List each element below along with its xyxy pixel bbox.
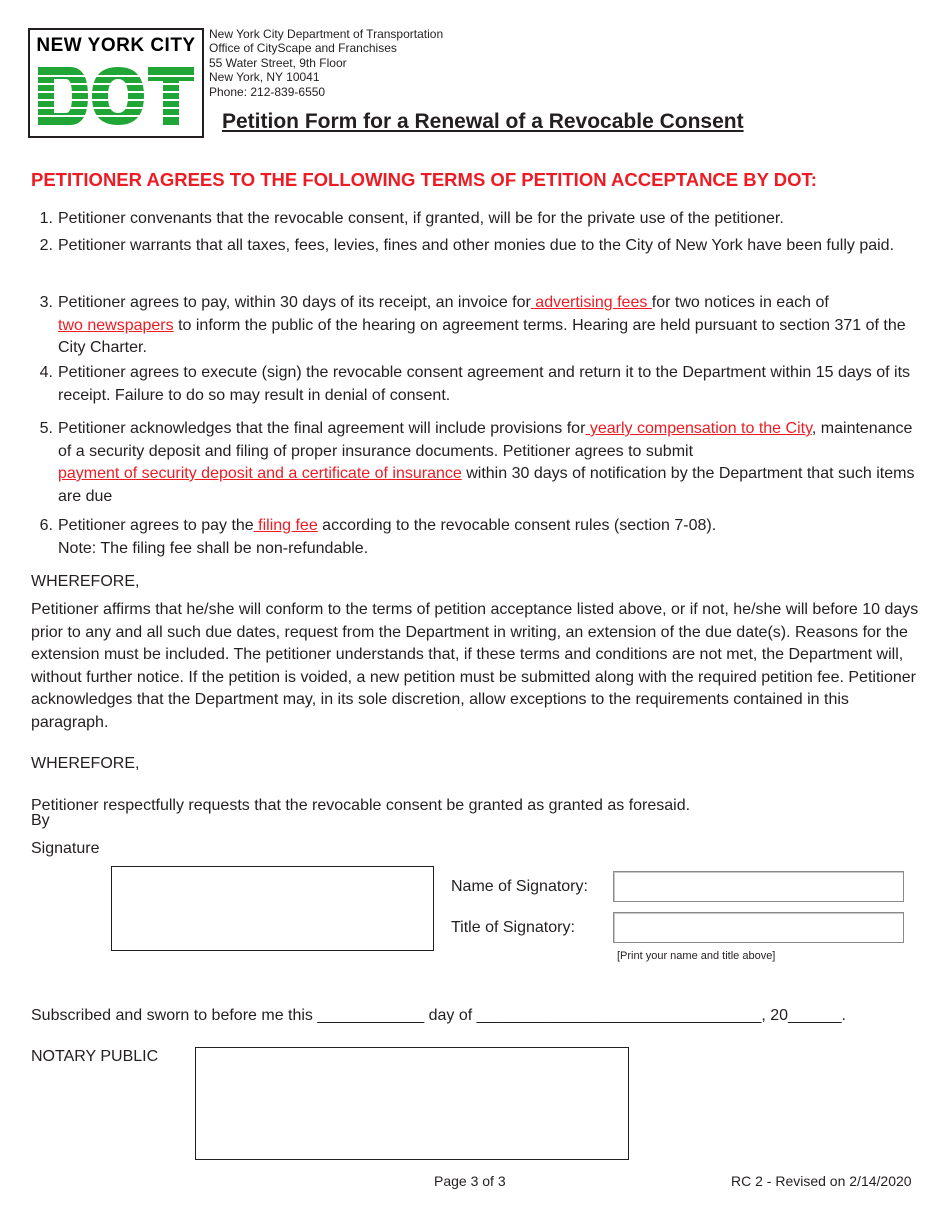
- print-name-note: [Print your name and title above]: [617, 950, 776, 962]
- nyc-dot-logo: [28, 28, 204, 138]
- address-line-1: New York City Department of Transportation: [209, 27, 444, 41]
- filing-fee-link[interactable]: filing fee: [253, 517, 318, 534]
- wherefore-2: WHEREFORE,: [31, 755, 140, 772]
- yearly-compensation-link[interactable]: yearly compensation to the City: [585, 420, 812, 437]
- address-phone: Phone: 212-839-6550: [209, 84, 326, 99]
- page-number: Page 3 of 3: [434, 1173, 506, 1189]
- request-line: Petitioner respectfully requests that the revocable consent be granted as granted as foresaid.: [31, 797, 691, 814]
- term-text: Petitioner acknowledges that the final agreement will include provisions for yearly compensation to the City, maintenance of a security deposit and filing of proper insurance documents. Petitioner agrees to submit payment of security deposit and a certificate of insurance within 30 days of notification by the Department that such items are due: [58, 420, 915, 505]
- term-text: Petitioner convenants that the revocable consent, if granted, will be for the private use of the petitioner.: [58, 210, 784, 227]
- affirm-paragraph: Petitioner affirms that he/she will conform to the terms of petition acceptance listed above, or if not, he/she will before 10 days prior to any and all such due dates, request from the Department in writing, an extension of the due date(s). Reasons for the extension must be included. The petitioner understands that, if these terms and conditions are not met, the Department will, without further notice. If the petition is voided, a new petition must be submitted along with the required petition fee. Petitioner acknowledges that the Department may, in its sole discretion, allow exceptions to the requirements contained in this paragraph.: [31, 601, 919, 731]
- sworn-line: Subscribed and sworn to before me this ____________ day of ________________________________, 20______.: [31, 1007, 846, 1024]
- term-number: 5.: [39, 420, 53, 437]
- address-line-3: 55 Water Street, 9th Floor: [209, 55, 347, 70]
- dot-emblem-icon: [36, 65, 196, 127]
- term-number: 1.: [39, 210, 53, 227]
- notary-public-label: NOTARY PUBLIC: [31, 1048, 159, 1065]
- terms-heading: PETITIONER AGREES TO THE FOLLOWING TERMS OF PETITION ACCEPTANCE BY DOT:: [31, 169, 817, 190]
- wherefore-1: WHEREFORE,: [31, 573, 140, 590]
- term-number: 2.: [39, 237, 53, 254]
- name-of-signatory-label: Name of Signatory:: [451, 878, 588, 895]
- term-text: Petitioner agrees to pay, within 30 days of its receipt, an invoice for advertising fees for two notices in each of two newspapers to inform the public of the hearing on agreement terms. Hearing are held pursuant to section 371 of the City Charter.: [58, 294, 906, 356]
- two-newspapers-link[interactable]: two newspapers: [58, 316, 174, 334]
- revision-date: RC 2 - Revised on 2/14/2020: [731, 1173, 912, 1189]
- filing-fee-note: Note: The filing fee shall be non-refundable.: [58, 539, 369, 557]
- signature-label: Signature: [31, 840, 100, 857]
- signature-box[interactable]: [111, 866, 434, 951]
- notary-box[interactable]: [195, 1047, 629, 1160]
- name-of-signatory-input[interactable]: [613, 871, 904, 902]
- term-text: Petitioner agrees to pay the filing fee according to the revocable consent rules (section 7-08). Note: The filing fee shall be non-refundable.: [58, 517, 717, 557]
- address-line-4: New York, NY 10041: [209, 70, 320, 85]
- address-line-2: Office of CityScape and Franchises: [209, 41, 397, 56]
- advertising-fees-link[interactable]: advertising fees: [530, 294, 652, 311]
- term-number: 6.: [39, 517, 53, 534]
- term-number: 3.: [39, 294, 53, 311]
- title-of-signatory-label: Title of Signatory:: [451, 919, 575, 936]
- form-title: Petition Form for a Renewal of a Revocable Consent: [222, 110, 744, 133]
- term-text: Petitioner warrants that all taxes, fees, levies, fines and other monies due to the City of New York have been fully paid.: [58, 237, 895, 254]
- term-number: 4.: [39, 364, 53, 381]
- security-deposit-insurance-link[interactable]: payment of security deposit and a certificate of insurance: [58, 465, 462, 482]
- logo-text: NEW YORK CITY: [36, 35, 196, 56]
- term-text: Petitioner agrees to execute (sign) the revocable consent agreement and return it to the Department within 15 days of its receipt. Failure to do so may result in denial of consent.: [58, 364, 911, 404]
- title-of-signatory-input[interactable]: [613, 912, 904, 943]
- by-label: By: [31, 812, 50, 829]
